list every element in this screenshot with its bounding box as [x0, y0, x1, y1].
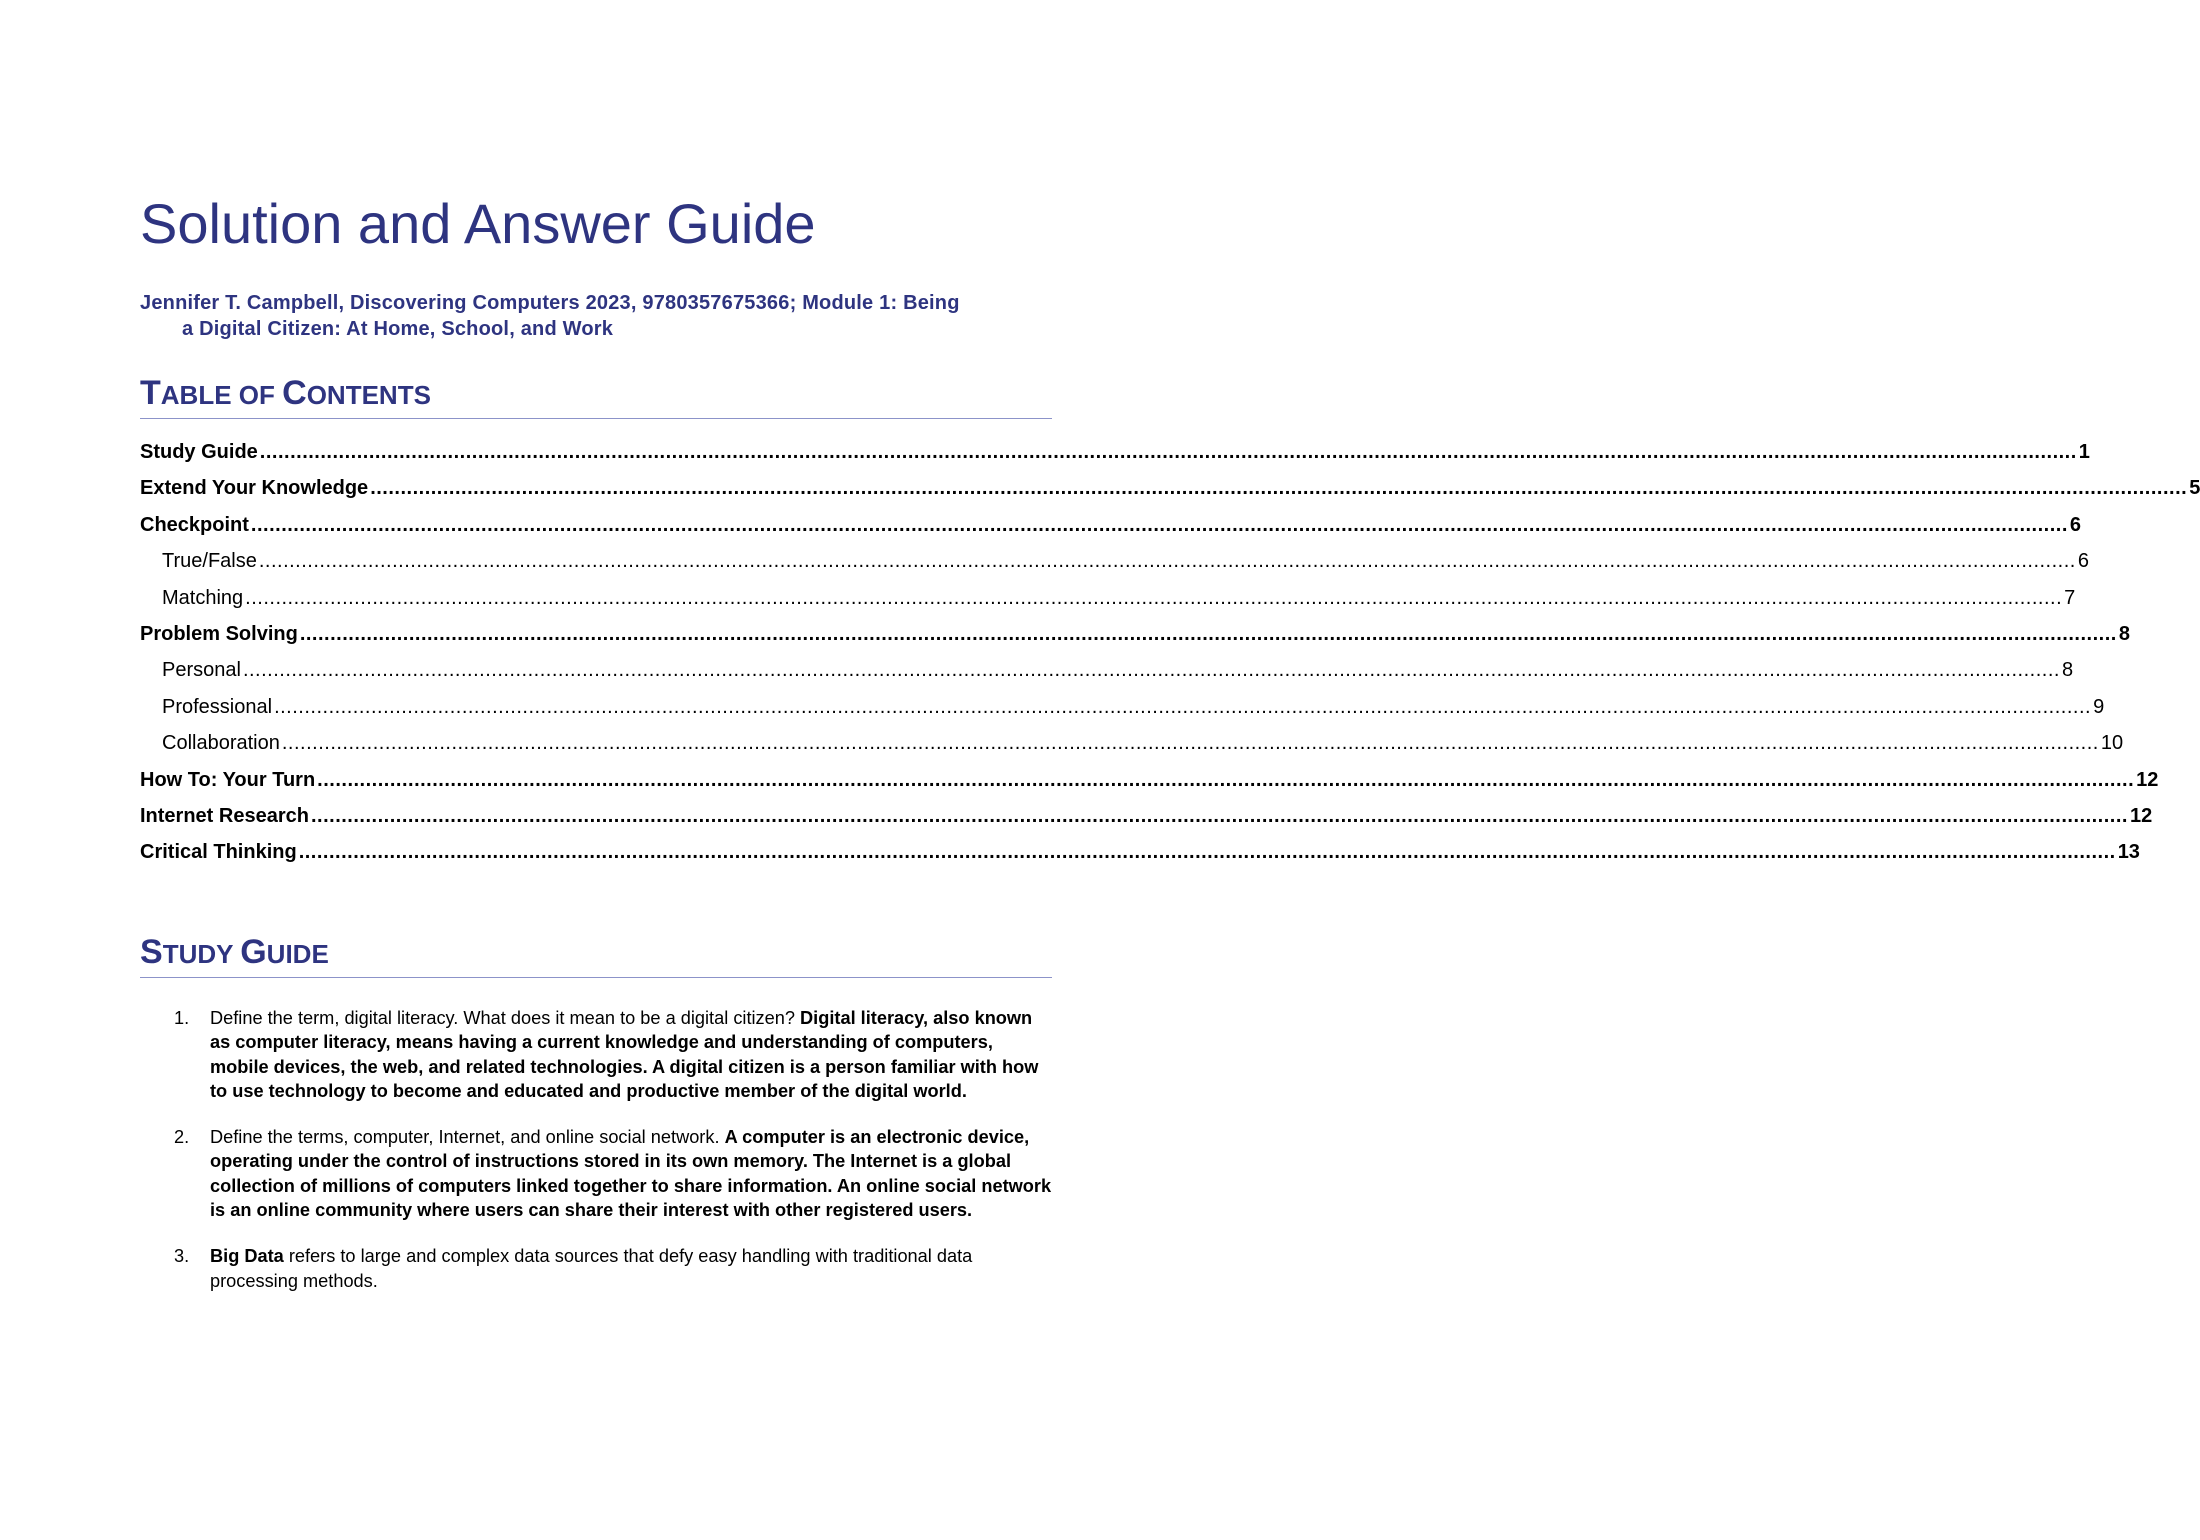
toc-entry-label: Professional — [162, 695, 273, 718]
toc-leader-dots: ............................................................................................................................................................................................................................................................................................................ — [299, 622, 2117, 645]
toc-entry-label: Checkpoint — [140, 513, 249, 536]
question-text: Define the terms, computer, Internet, and online social network. — [210, 1127, 725, 1148]
toc-entry-page: 7 — [2064, 586, 2076, 609]
term-text: Big Data — [210, 1246, 284, 1267]
toc-entry[interactable] — [140, 580, 2076, 616]
toc-entry-page: 8 — [2061, 659, 2074, 682]
toc-leader-dots: ............................................................................................................................................................................................................................................................................................................ — [250, 513, 2068, 536]
study-guide-item-2 — [140, 1125, 1052, 1222]
toc-entry[interactable] — [140, 470, 2200, 506]
table-of-contents — [140, 434, 2200, 871]
toc-entry-page: 5 — [2189, 477, 2200, 500]
toc-entry-label: How To: Your Turn — [140, 768, 316, 791]
item-number: 2. — [174, 1127, 190, 1148]
toc-entry-label: True/False — [162, 550, 257, 573]
toc-entry-page: 6 — [2069, 513, 2082, 536]
toc-leader-dots: ............................................................................................................................................................................................................................................................................................................ — [274, 695, 2092, 718]
toc-entry[interactable] — [140, 652, 2074, 688]
toc-entry-label: Extend Your Knowledge — [140, 477, 369, 500]
document-subtitle — [140, 290, 1052, 342]
study-guide-heading: STUDY GUIDE — [140, 935, 1052, 978]
toc-leader-dots: ............................................................................................................................................................................................................................................................................................................ — [242, 659, 2060, 682]
toc-entry-page: 8 — [2118, 622, 2130, 645]
toc-leader-dots: ............................................................................................................................................................................................................................................................................................................ — [281, 732, 2099, 755]
toc-entry[interactable] — [140, 834, 2140, 870]
toc-entry-page: 1 — [2078, 441, 2090, 463]
toc-entry[interactable] — [140, 689, 2105, 725]
toc-entry-page: 10 — [2100, 732, 2124, 755]
toc-entry-page: 6 — [2077, 550, 2089, 573]
toc-entry-page: 13 — [2117, 841, 2140, 864]
item-number: 3. — [174, 1246, 190, 1267]
document-title: Solution and Answer Guide — [140, 192, 816, 255]
answer-text: A computer is an electronic device, operating under the control of instructions stored in its own memory. The Internet is a global collection of millions of computers linked together to share information. An online social network is an online community where users can share their interest with other registered users. — [210, 1127, 1052, 1221]
toc-entry-label: Critical Thinking — [140, 841, 297, 864]
toc-leader-dots: ............................................................................................................................................................................................................................................................................................................ — [245, 586, 2063, 609]
toc-entry[interactable] — [140, 507, 2082, 543]
question-text: Define the term, digital literacy. What does it mean to be a digital citizen? — [210, 1008, 801, 1028]
toc-leader-dots: ............................................................................................................................................................................................................................................................................................................ — [310, 804, 2128, 827]
toc-entry[interactable] — [140, 616, 2130, 652]
toc-entry[interactable] — [140, 798, 2153, 834]
toc-entry[interactable] — [140, 725, 2124, 761]
study-guide-item-3 — [140, 1244, 1052, 1293]
toc-leader-dots: ............................................................................................................................................................................................................................................................................................................ — [298, 841, 2116, 864]
toc-entry-label: Study Guide — [140, 441, 258, 463]
toc-leader-dots: ............................................................................................................................................................................................................................................................................................................ — [259, 441, 2077, 463]
toc-entry[interactable] — [140, 543, 2089, 579]
subtitle-line-1: Jennifer T. Campbell, Discovering Computers 2023, 9780357675366; Module 1: Being — [140, 292, 960, 314]
subtitle-line-2: a Digital Citizen: At Home, School, and Work — [182, 318, 614, 340]
toc-heading: TABLE OF CONTENTS — [140, 376, 1052, 419]
toc-entry-label: Personal — [162, 659, 241, 682]
study-guide-list — [140, 1006, 1052, 1315]
toc-entry-label: Matching — [162, 586, 244, 609]
toc-entry-label: Collaboration — [162, 732, 280, 755]
toc-entry-page: 9 — [2093, 695, 2105, 718]
study-guide-item-1 — [140, 1006, 1052, 1103]
toc-entry-page: 12 — [2129, 804, 2153, 827]
toc-entry-label: Internet Research — [140, 804, 309, 827]
toc-entry[interactable] — [140, 762, 2159, 798]
toc-leader-dots: ............................................................................................................................................................................................................................................................................................................ — [370, 477, 2188, 500]
answer-text: Digital literacy, also known as computer literacy, means having a current knowledge and understanding of computers, mobile devices, the web, and related technologies. A digital citizen is a person familiar with how to use technology to become and educated and productive member of the digital world. — [210, 1008, 1039, 1101]
item-number: 1. — [174, 1008, 190, 1028]
toc-entry-label: Problem Solving — [140, 622, 298, 645]
toc-leader-dots: ............................................................................................................................................................................................................................................................................................................ — [258, 550, 2076, 573]
definition-text: refers to large and complex data sources that defy easy handling with traditional data processing methods. — [210, 1246, 973, 1291]
toc-entry[interactable] — [140, 434, 2090, 470]
toc-leader-dots: ............................................................................................................................................................................................................................................................................................................ — [317, 768, 2135, 791]
toc-entry-page: 12 — [2136, 768, 2159, 791]
